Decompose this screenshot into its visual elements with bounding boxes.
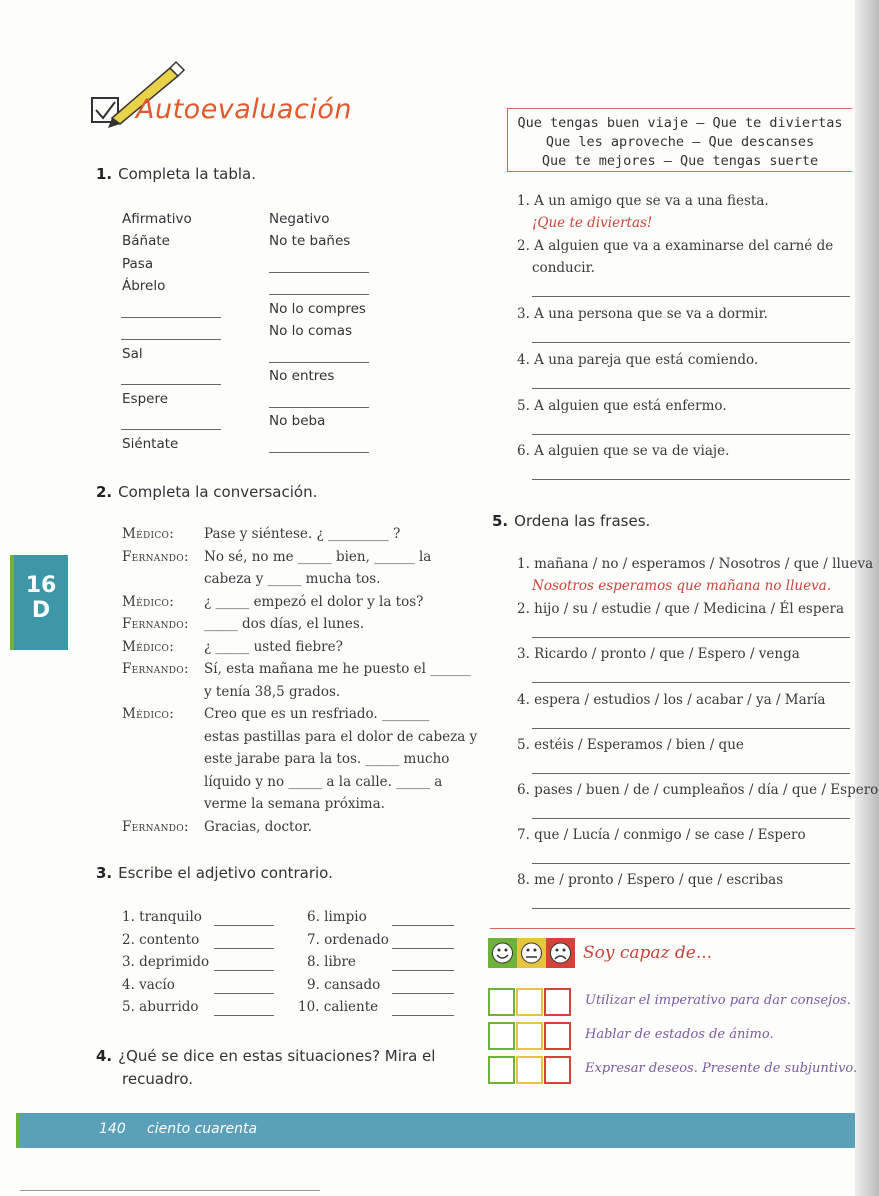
speaker-label: Fernando: <box>122 548 189 565</box>
answer-line <box>214 1015 274 1016</box>
sentence-answer: Nosotros esperamos que mañana no llueva. <box>532 578 832 594</box>
ex1-blank-line <box>121 339 221 340</box>
ex2-heading: 2. Completa la conversación. <box>96 483 318 501</box>
ex1-neg-cell: No entres <box>269 368 335 384</box>
dialogue-line: Creo que es un resfriado. _______ <box>204 706 430 722</box>
ex1-blank-line <box>269 362 369 363</box>
dialogue-line: _____ dos días, el lunes. <box>204 616 365 632</box>
answer-line <box>532 342 850 343</box>
phrase-line: Que les aproveche – Que descanses <box>545 134 815 150</box>
capaz-item: Utilizar el imperativo para dar consejos. <box>585 993 851 1008</box>
answer-line <box>214 993 274 994</box>
header-logo <box>90 58 350 138</box>
answer-line <box>532 434 850 435</box>
ex1-afirm-cell: Ábrelo <box>122 278 166 294</box>
dialogue-line: Sí, esta mañana me he puesto el ______ <box>204 661 471 677</box>
self-check-boxes <box>488 988 576 1016</box>
answer-line <box>532 908 850 909</box>
ex1-afirm-cell: Pasa <box>122 256 154 272</box>
answer-line <box>214 970 274 971</box>
answer-line <box>214 925 274 926</box>
dialogue-line: cabeza y _____ mucha tos. <box>204 571 381 587</box>
dialogue-line: ¿ _____ usted fiebre? <box>204 638 343 655</box>
speaker-label: Fernando: <box>122 616 189 632</box>
speaker-label: Fernando: <box>122 818 189 835</box>
adjective-item: 4. vacío <box>122 976 175 993</box>
dialogue-line: ¿ _____ empezó el dolor y la tos? <box>204 593 424 610</box>
answer-line <box>392 993 454 994</box>
speaker-label: Médico: <box>122 638 175 655</box>
divider <box>490 928 855 929</box>
unit-tab <box>10 555 68 650</box>
speaker-label: Fernando: <box>122 661 189 677</box>
adjective-item: 7. ordenado <box>307 931 389 948</box>
ex1-col-neg: Negativo <box>269 211 330 227</box>
bottom-rule <box>20 1190 320 1191</box>
ex4-heading: 4. ¿Qué se dice en estas situaciones? Mira el recuadro. <box>96 1047 436 1088</box>
answer-line <box>392 970 454 971</box>
answer-line <box>532 479 850 480</box>
checkbox[interactable] <box>516 1022 543 1050</box>
dialogue-line: No sé, no me _____ bien, ______ la <box>204 548 432 565</box>
dialogue-line: este jarabe para la tos. _____ mucho <box>204 751 450 767</box>
ex1-neg-cell: No lo comas <box>269 323 353 339</box>
page-edge <box>855 0 879 1196</box>
page-number-words: ciento cuarenta <box>147 1121 258 1137</box>
smiley-faces-icon <box>488 938 576 968</box>
capaz-item: Expresar deseos. Presente de subjuntivo. <box>585 1061 858 1076</box>
dialogue-line: Gracias, doctor. <box>204 818 312 835</box>
speaker-label: Médico: <box>122 706 175 722</box>
answer-line <box>532 682 850 683</box>
ex1-heading: 1. Completa la tabla. <box>96 165 257 183</box>
answer-line <box>392 948 454 949</box>
dialogue-line: verme la semana próxima. <box>204 796 385 812</box>
checkbox[interactable] <box>488 1056 515 1084</box>
answer-line <box>214 948 274 949</box>
answer-line <box>532 296 850 297</box>
sentence-item: 4. espera / estudios / los / acabar / ya / María <box>517 691 826 708</box>
ex3-heading: 3. Escribe el adjetivo contrario. <box>96 864 333 882</box>
capaz-item: Hablar de estados de ánimo. <box>585 1027 774 1042</box>
situation-item: 5. A alguien que está enfermo. <box>517 398 727 414</box>
ex1-col-afirm: Afirmativo <box>122 211 192 227</box>
mood-faces <box>488 938 576 968</box>
checkbox[interactable] <box>488 1022 515 1050</box>
answer-line <box>392 925 454 926</box>
unit-letter: D <box>31 598 51 623</box>
sentence-item: 5. estéis / Esperamos / bien / que <box>517 736 744 753</box>
ex1-neg-cell: No te bañes <box>269 233 351 249</box>
situation-answer: ¡Que te diviertas! <box>532 215 653 231</box>
ex1-blank-line <box>121 429 221 430</box>
self-check-boxes <box>488 1022 576 1050</box>
sentence-item: 8. me / pronto / Espero / que / escribas <box>517 872 784 889</box>
adjective-item: 9. cansado <box>307 976 381 993</box>
page-title: Autoevaluación <box>136 94 352 125</box>
dialogue-line: y tenía 38,5 grados. <box>204 683 341 700</box>
checkbox[interactable] <box>516 1056 543 1084</box>
ex1-blank-line <box>269 272 369 273</box>
ex1-afirm-cell: Sal <box>122 346 143 362</box>
dialogue-line: líquido y no _____ a la calle. _____ a <box>204 773 443 790</box>
checkbox[interactable] <box>488 988 515 1016</box>
ex1-afirm-cell: Báñate <box>122 233 170 249</box>
ex1-neg-cell: No beba <box>269 413 326 429</box>
checkbox[interactable] <box>516 988 543 1016</box>
sentence-item: 3. Ricardo / pronto / que / Espero / venga <box>517 646 800 663</box>
dialogue-line: estas pastillas para el dolor de cabeza y <box>204 728 478 745</box>
situation-item-cont: conducir. <box>532 260 595 276</box>
answer-line <box>532 388 850 389</box>
answer-line <box>392 1015 454 1016</box>
sentence-item: 1. mañana / no / esperamos / Nosotros / que / llueva <box>517 556 874 572</box>
checkbox[interactable] <box>544 1022 571 1050</box>
situation-item: 3. A una persona que se va a dormir. <box>517 306 768 322</box>
answer-line <box>532 818 850 819</box>
footer-bar <box>16 1113 879 1148</box>
answer-line <box>532 637 850 638</box>
ex1-blank-line <box>121 384 221 385</box>
capaz-title: Soy capaz de... <box>583 943 713 963</box>
sentence-item: 2. hijo / su / estudie / que / Medicina / Él espera <box>517 601 844 618</box>
answer-line <box>532 863 850 864</box>
situation-item: 4. A una pareja que está comiendo. <box>517 352 759 368</box>
adjective-item: 10. caliente <box>298 999 379 1015</box>
phrase-line: Que te mejores – Que tengas suerte <box>541 153 819 169</box>
situation-item: 2. A alguien que va a examinarse del carné de <box>517 238 834 254</box>
speaker-label: Médico: <box>122 526 175 542</box>
adjective-item: 2. contento <box>122 931 200 948</box>
self-check-boxes <box>488 1056 576 1084</box>
ex1-afirm-cell: Siéntate <box>122 436 179 452</box>
ex1-neg-cell: No lo compres <box>269 301 366 317</box>
unit-number: 16 <box>25 573 57 598</box>
ex1-blank-line <box>269 407 369 408</box>
adjective-item: 8. libre <box>307 954 356 970</box>
ex1-blank-line <box>121 317 221 318</box>
dialogue-line: Pase y siéntese. ¿ _________ ? <box>204 526 401 542</box>
checkbox[interactable] <box>544 988 571 1016</box>
adjective-item: 5. aburrido <box>122 999 199 1015</box>
ex1-blank-line <box>269 452 369 453</box>
ex1-afirm-cell: Espere <box>122 391 168 407</box>
sentence-item: 7. que / Lucía / conmigo / se case / Espero <box>517 827 806 844</box>
page-number: 140 <box>99 1121 126 1137</box>
speaker-label: Médico: <box>122 593 175 610</box>
answer-line <box>532 773 850 774</box>
sentence-item: 6. pases / buen / de / cumpleaños / día / que / Espero <box>517 782 879 798</box>
ex4-phrase-box <box>507 108 852 172</box>
situation-item: 6. A alguien que se va de viaje. <box>517 443 730 459</box>
adjective-item: 3. deprimido <box>122 954 210 970</box>
ex5-heading: 5. Ordena las frases. <box>492 512 651 530</box>
checkbox[interactable] <box>544 1056 571 1084</box>
answer-line <box>532 728 850 729</box>
adjective-item: 1. tranquilo <box>122 909 202 925</box>
ex1-blank-line <box>269 294 369 295</box>
phrase-line: Que tengas buen viaje – Que te diviertas <box>517 115 843 131</box>
situation-item: 1. A un amigo que se va a una fiesta. <box>517 193 769 209</box>
adjective-item: 6. limpio <box>307 909 367 925</box>
